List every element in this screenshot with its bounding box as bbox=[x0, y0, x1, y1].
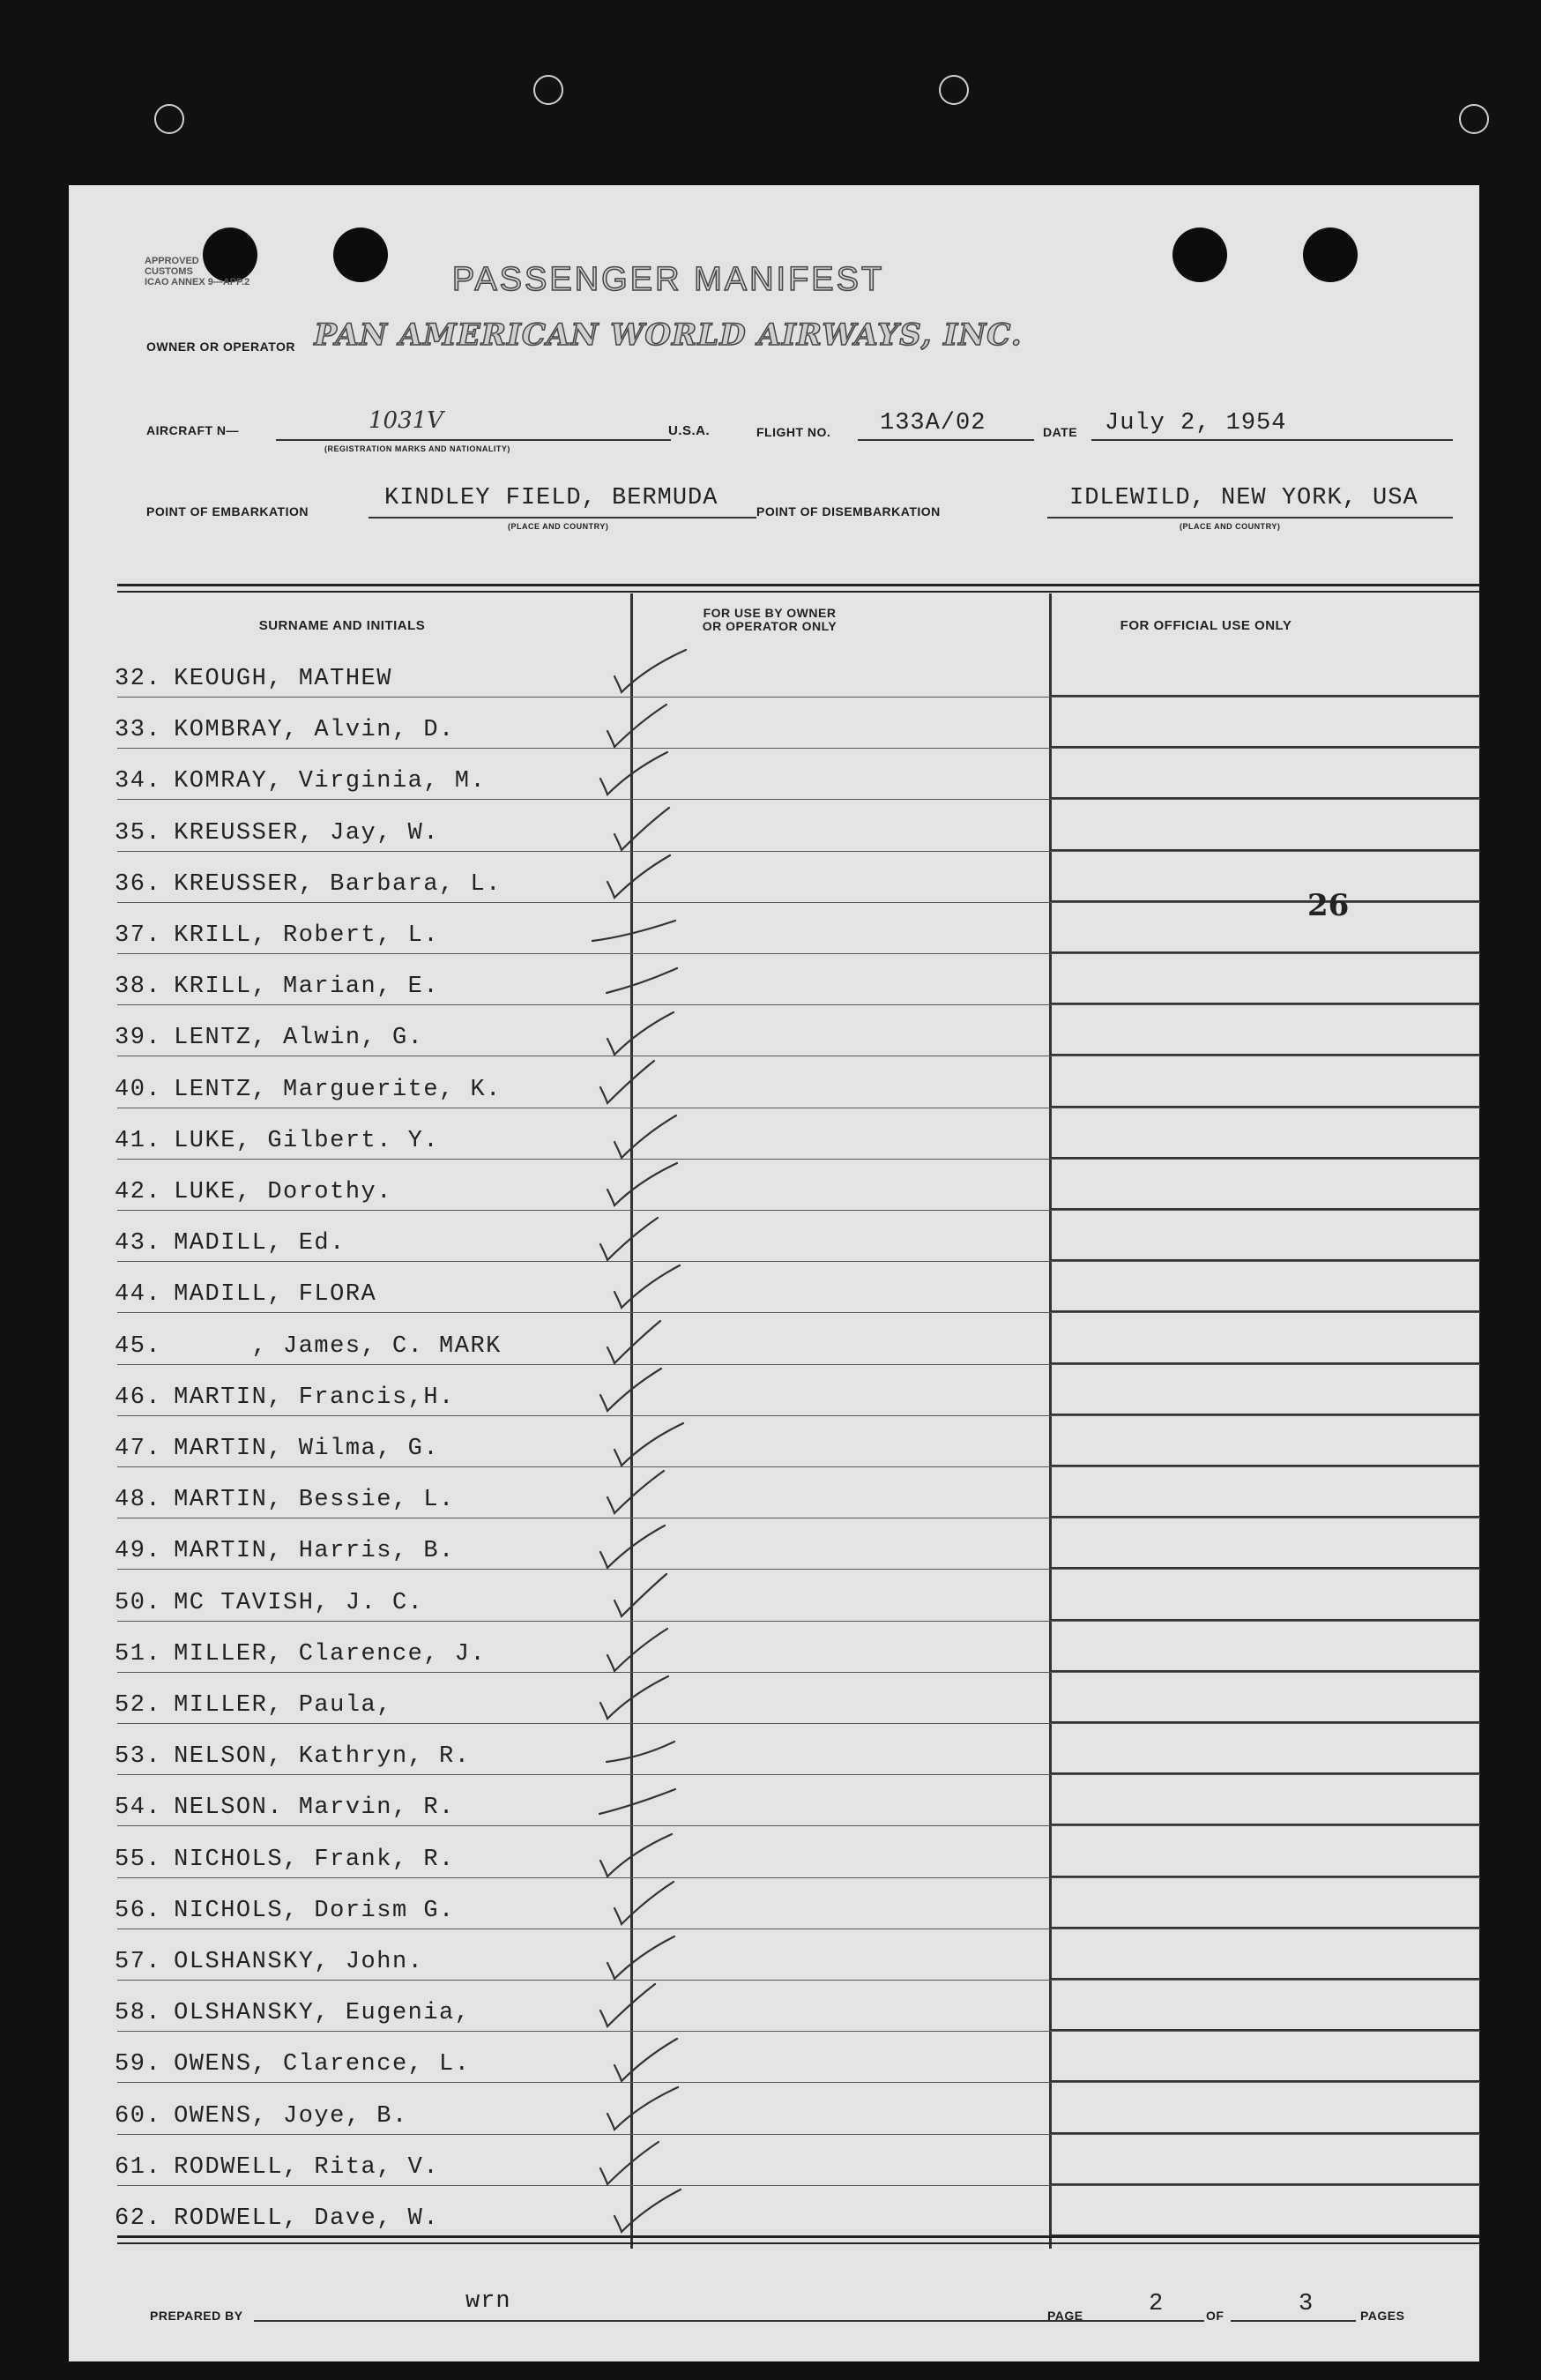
owner-use-line: FOR USE BY OWNER bbox=[703, 606, 837, 620]
passenger-name: KEOUGH, MATHEW bbox=[174, 666, 392, 692]
passenger-row bbox=[115, 2154, 439, 2181]
passenger-row bbox=[115, 1384, 455, 1411]
passenger-number: 56. bbox=[115, 1897, 162, 1924]
official-row-rule bbox=[1052, 900, 1480, 902]
passenger-row bbox=[115, 717, 455, 743]
row-rule bbox=[117, 1621, 1480, 1622]
official-row-rule bbox=[1052, 1927, 1480, 1929]
official-total: 26 bbox=[1307, 888, 1350, 923]
official-row-rule bbox=[1052, 797, 1480, 799]
passenger-number: 41. bbox=[115, 1127, 162, 1154]
passenger-number: 55. bbox=[115, 1846, 162, 1873]
passenger-number: 53. bbox=[115, 1743, 162, 1771]
passenger-row bbox=[115, 1281, 376, 1308]
passenger-number: 59. bbox=[115, 2051, 162, 2078]
official-row-rule bbox=[1052, 1721, 1480, 1723]
passenger-number: 35. bbox=[115, 819, 162, 847]
date-label: DATE bbox=[1043, 425, 1078, 439]
passenger-number: 48. bbox=[115, 1487, 162, 1514]
row-rule bbox=[117, 1312, 1480, 1313]
passenger-name: MADILL, Ed. bbox=[174, 1230, 346, 1257]
passenger-row bbox=[115, 871, 502, 898]
passenger-name: MADILL, FLORA bbox=[174, 1281, 377, 1309]
row-rule bbox=[117, 1672, 1480, 1673]
passenger-number: 40. bbox=[115, 1076, 162, 1103]
official-row-rule bbox=[1052, 1003, 1480, 1004]
passenger-name: LENTZ, Alwin, G. bbox=[174, 1025, 424, 1052]
disembark-underline bbox=[1047, 517, 1453, 519]
page-value: 2 bbox=[1149, 2291, 1165, 2317]
passenger-row bbox=[115, 1590, 423, 1616]
check-mark-icon bbox=[602, 1257, 699, 1318]
passenger-name: MARTIN, Francis,H. bbox=[174, 1384, 455, 1411]
passenger-number: 38. bbox=[115, 974, 162, 1001]
passenger-row bbox=[115, 768, 486, 795]
row-rule bbox=[117, 1466, 1480, 1467]
passenger-row bbox=[115, 1949, 423, 1975]
passenger-number: 37. bbox=[115, 922, 162, 949]
official-row-rule bbox=[1052, 1670, 1480, 1672]
passenger-row bbox=[115, 820, 439, 847]
passenger-number: 45. bbox=[115, 1332, 162, 1360]
official-row-rule bbox=[1052, 1106, 1480, 1108]
passenger-row bbox=[115, 1898, 455, 1924]
passenger-name: KOMRAY, Virginia, M. bbox=[174, 768, 487, 795]
embark-label: POINT OF EMBARKATION bbox=[146, 504, 309, 519]
passenger-name: KOMBRAY, Alvin, D. bbox=[174, 717, 455, 744]
passenger-name: RODWELL, Dave, W. bbox=[174, 2205, 440, 2232]
passenger-row bbox=[115, 2103, 408, 2130]
official-row-rule bbox=[1052, 1362, 1480, 1364]
official-row-rule bbox=[1052, 849, 1480, 851]
official-row-rule bbox=[1052, 2080, 1480, 2082]
row-rule bbox=[117, 2134, 1480, 2135]
row-rule bbox=[117, 902, 1480, 903]
passenger-name: KRILL, Robert, L. bbox=[174, 922, 440, 949]
aircraft-underline bbox=[276, 439, 671, 441]
approval-line: CUSTOMS bbox=[145, 266, 193, 277]
passenger-name: MARTIN, Wilma, G. bbox=[174, 1436, 440, 1462]
passenger-row bbox=[115, 1487, 455, 1513]
row-rule bbox=[117, 851, 1480, 852]
row-rule bbox=[117, 1364, 1480, 1365]
embark-caption: (PLACE AND COUNTRY) bbox=[508, 522, 609, 531]
passenger-number: 62. bbox=[115, 2205, 162, 2232]
passenger-number: 61. bbox=[115, 2153, 162, 2181]
check-mark-icon bbox=[595, 2078, 692, 2140]
passenger-number: 52. bbox=[115, 1692, 162, 1719]
of-label: OF bbox=[1206, 2309, 1225, 2323]
check-mark-icon bbox=[595, 1154, 692, 1216]
official-row-rule bbox=[1052, 1259, 1480, 1261]
flight-underline bbox=[858, 439, 1034, 441]
official-row-rule bbox=[1052, 951, 1480, 953]
passenger-row bbox=[115, 1847, 455, 1873]
row-rule bbox=[117, 1723, 1480, 1724]
official-row-rule bbox=[1052, 2183, 1480, 2185]
official-row-rule bbox=[1052, 2029, 1480, 2031]
row-rule bbox=[117, 2185, 1480, 2186]
check-mark-icon bbox=[588, 1667, 685, 1729]
passenger-number: 46. bbox=[115, 1384, 162, 1411]
registration-caption: (REGISTRATION MARKS AND NATIONALITY) bbox=[324, 444, 510, 453]
passenger-number: 34. bbox=[115, 768, 162, 795]
passenger-number: 39. bbox=[115, 1025, 162, 1052]
passenger-name: OLSHANSKY, John. bbox=[174, 1949, 424, 1975]
passenger-name: MARTIN, Bessie, L. bbox=[174, 1487, 455, 1514]
form-title: PASSENGER MANIFEST bbox=[451, 261, 885, 298]
page-underline bbox=[1090, 2320, 1204, 2322]
approval-line: ICAO ANNEX 9—APP.2 bbox=[145, 277, 250, 287]
passenger-name: MC TAVISH, J. C. bbox=[174, 1589, 424, 1616]
date-underline bbox=[1091, 439, 1453, 441]
passenger-row bbox=[115, 1743, 470, 1770]
passenger-row bbox=[115, 1641, 486, 1667]
passenger-name: LUKE, Dorothy. bbox=[174, 1179, 392, 1205]
owner-use-line: OR OPERATOR ONLY bbox=[702, 619, 838, 633]
official-row-rule bbox=[1052, 1824, 1480, 1825]
passenger-name: NELSON, Kathryn, R. bbox=[174, 1743, 471, 1771]
passenger-name: OLSHANSKY, Eugenia, bbox=[174, 2000, 471, 2027]
passenger-name: OWENS, Clarence, L. bbox=[174, 2051, 471, 2078]
official-row-rule bbox=[1052, 746, 1480, 748]
of-underline bbox=[1231, 2320, 1356, 2322]
passenger-row bbox=[115, 1025, 423, 1051]
column-divider bbox=[1049, 593, 1052, 2249]
passenger-number: 49. bbox=[115, 1538, 162, 1565]
official-row-rule bbox=[1052, 1567, 1480, 1569]
check-mark-icon bbox=[595, 847, 692, 908]
check-mark-icon bbox=[588, 743, 685, 805]
official-row-rule bbox=[1052, 1157, 1480, 1159]
passenger-number: 44. bbox=[115, 1281, 162, 1309]
passenger-number: 50. bbox=[115, 1589, 162, 1616]
check-mark-icon bbox=[595, 1770, 692, 1832]
of-value: 3 bbox=[1299, 2291, 1314, 2317]
scanner-hole bbox=[1459, 104, 1489, 134]
row-rule bbox=[117, 2082, 1480, 2083]
owner-use-header bbox=[633, 607, 906, 633]
passenger-name: OWENS, Joye, B. bbox=[174, 2102, 408, 2130]
row-rule bbox=[117, 799, 1480, 800]
punch-hole bbox=[1303, 228, 1358, 282]
passenger-number: 58. bbox=[115, 2000, 162, 2027]
passenger-number: 33. bbox=[115, 717, 162, 744]
passenger-name: NICHOLS, Frank, R. bbox=[174, 1846, 455, 1873]
row-rule bbox=[117, 748, 1480, 749]
official-row-rule bbox=[1052, 1876, 1480, 1877]
table-bottom-rule-2 bbox=[117, 2242, 1480, 2244]
passenger-row bbox=[115, 1128, 439, 1154]
aircraft-value: 1031V bbox=[368, 407, 443, 434]
passenger-row bbox=[115, 1179, 392, 1205]
manifest-sheet bbox=[69, 185, 1479, 2361]
check-mark-icon bbox=[588, 1360, 685, 1421]
prepared-label: PREPARED BY bbox=[150, 2309, 243, 2323]
official-row-rule bbox=[1052, 1465, 1480, 1466]
row-rule bbox=[117, 1004, 1480, 1005]
surname-header: SURNAME AND INITIALS bbox=[258, 618, 426, 633]
official-row-rule bbox=[1052, 1414, 1480, 1415]
row-rule bbox=[117, 1159, 1480, 1160]
row-rule bbox=[117, 1261, 1480, 1262]
row-rule bbox=[117, 1774, 1480, 1775]
passenger-name: MILLER, Clarence, J. bbox=[174, 1640, 487, 1667]
passenger-row bbox=[115, 1436, 439, 1462]
row-rule bbox=[117, 2031, 1480, 2032]
passenger-name: NELSON. Marvin, R. bbox=[174, 1794, 455, 1822]
scanner-hole bbox=[154, 104, 184, 134]
embark-underline bbox=[368, 517, 756, 519]
operator-name: PAN AMERICAN WORLD AIRWAYS, INC. bbox=[314, 317, 1023, 353]
table-top-rule-2 bbox=[117, 591, 1480, 593]
official-row-rule bbox=[1052, 2132, 1480, 2134]
official-row-rule bbox=[1052, 1310, 1480, 1312]
passenger-name: NICHOLS, Dorism G. bbox=[174, 1897, 455, 1924]
check-mark-icon bbox=[602, 641, 699, 703]
check-mark-icon bbox=[588, 1052, 685, 1114]
official-row-rule bbox=[1052, 1516, 1480, 1518]
check-mark-icon bbox=[588, 1975, 685, 2037]
check-mark-icon bbox=[602, 949, 699, 1011]
row-rule bbox=[117, 1877, 1480, 1878]
row-rule bbox=[117, 1415, 1480, 1416]
passenger-row bbox=[115, 2051, 470, 2078]
disembark-value: IDLEWILD, NEW YORK, USA bbox=[1069, 485, 1418, 511]
passenger-number: 32. bbox=[115, 666, 162, 692]
passenger-name: MARTIN, Harris, B. bbox=[174, 1538, 455, 1565]
scanner-hole bbox=[533, 75, 563, 105]
usa-label: U.S.A. bbox=[668, 423, 711, 438]
owner-label: OWNER OR OPERATOR bbox=[146, 339, 295, 354]
passenger-row bbox=[115, 1077, 502, 1103]
passenger-name: KREUSSER, Barbara, L. bbox=[174, 870, 502, 898]
embark-value: KINDLEY FIELD, BERMUDA bbox=[384, 485, 718, 511]
passenger-name: LUKE, Gilbert. Y. bbox=[174, 1127, 440, 1154]
row-rule bbox=[117, 1980, 1480, 1981]
passenger-row bbox=[115, 1230, 346, 1257]
passenger-row bbox=[115, 666, 392, 692]
row-rule bbox=[117, 1210, 1480, 1211]
official-row-rule bbox=[1052, 1054, 1480, 1056]
check-mark-icon bbox=[602, 1565, 699, 1627]
passenger-row bbox=[115, 974, 439, 1000]
passenger-number: 54. bbox=[115, 1794, 162, 1822]
passenger-number: 42. bbox=[115, 1179, 162, 1205]
passenger-number: 47. bbox=[115, 1436, 162, 1462]
flight-value: 133A/02 bbox=[880, 410, 986, 436]
official-row-rule bbox=[1052, 1772, 1480, 1774]
passenger-name: KREUSSER, Jay, W. bbox=[174, 819, 440, 847]
passenger-name: KRILL, Marian, E. bbox=[174, 974, 440, 1001]
official-row-rule bbox=[1052, 1978, 1480, 1980]
passenger-row bbox=[115, 1692, 392, 1719]
table-bottom-rule bbox=[117, 2235, 1480, 2238]
passenger-number: 60. bbox=[115, 2102, 162, 2130]
row-rule bbox=[117, 1825, 1480, 1826]
passenger-name: LENTZ, Marguerite, K. bbox=[174, 1076, 502, 1103]
check-mark-icon bbox=[602, 2181, 699, 2242]
passenger-row bbox=[115, 2205, 439, 2232]
prepared-value: wrn bbox=[465, 2288, 511, 2315]
disembark-caption: (PLACE AND COUNTRY) bbox=[1180, 522, 1281, 531]
official-row-rule bbox=[1052, 1619, 1480, 1621]
official-row-rule bbox=[1052, 1208, 1480, 1210]
approval-line: APPROVED bbox=[145, 256, 199, 266]
row-rule bbox=[117, 1569, 1480, 1570]
check-mark-icon bbox=[602, 1873, 699, 1935]
passenger-number: 57. bbox=[115, 1949, 162, 1975]
aircraft-label: AIRCRAFT N— bbox=[146, 423, 240, 437]
passenger-row bbox=[115, 922, 439, 949]
prepared-underline bbox=[254, 2320, 1109, 2322]
passenger-name: , James, C. MARK bbox=[174, 1332, 502, 1360]
table-top-rule bbox=[117, 584, 1480, 586]
passenger-name: RODWELL, Rita, V. bbox=[174, 2153, 440, 2181]
row-rule bbox=[117, 697, 1480, 698]
flight-label: FLIGHT NO. bbox=[756, 425, 831, 439]
passenger-row bbox=[115, 1333, 502, 1360]
page-label: PAGE bbox=[1047, 2309, 1083, 2323]
passenger-row bbox=[115, 1794, 455, 1821]
passenger-row bbox=[115, 1538, 455, 1564]
row-rule bbox=[117, 953, 1480, 954]
official-header: FOR OFFICIAL USE ONLY bbox=[1120, 618, 1292, 633]
scanner-hole bbox=[939, 75, 969, 105]
official-row-rule bbox=[1052, 695, 1480, 697]
passenger-name: MILLER, Paula, bbox=[174, 1692, 392, 1719]
passenger-row bbox=[115, 2000, 470, 2026]
pages-label: PAGES bbox=[1360, 2309, 1405, 2323]
disembark-label: POINT OF DISEMBARKATION bbox=[756, 504, 941, 519]
passenger-number: 36. bbox=[115, 870, 162, 898]
date-value: July 2, 1954 bbox=[1105, 410, 1287, 436]
passenger-number: 51. bbox=[115, 1640, 162, 1667]
passenger-number: 43. bbox=[115, 1230, 162, 1257]
check-mark-icon bbox=[595, 1462, 692, 1524]
